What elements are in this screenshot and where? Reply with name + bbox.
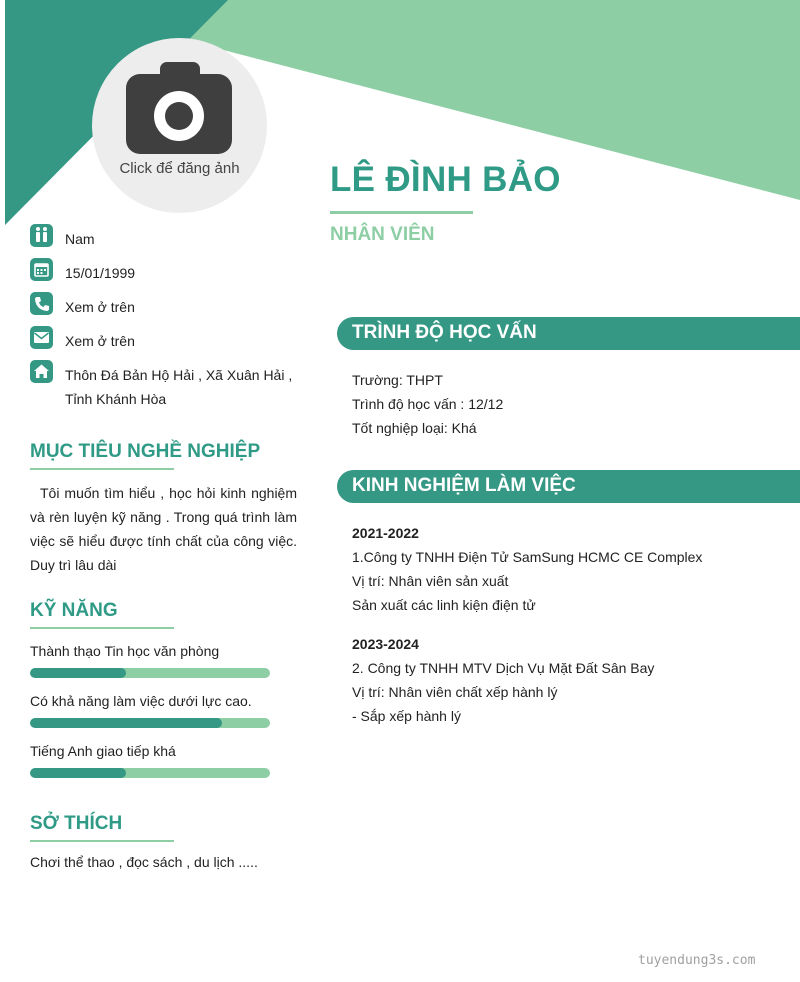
- gender-icon: [30, 224, 53, 247]
- job-position: Vị trí: Nhân viên sản xuất: [352, 573, 509, 589]
- skill-bar: [30, 768, 270, 778]
- skill-label: Thành thạo Tin học văn phòng: [30, 643, 220, 659]
- avatar-upload-label: Click để đăng ảnh: [119, 160, 240, 177]
- skill-bar-fill: [30, 768, 126, 778]
- education-banner: [337, 317, 800, 350]
- hobbies-text: Chơi thể thao , đọc sách , du lịch .....: [30, 854, 258, 870]
- gender-value: Nam: [65, 231, 95, 247]
- hobbies-underline: [30, 840, 174, 842]
- hobbies-heading: SỞ THÍCH: [30, 813, 123, 834]
- camera-icon: [126, 62, 232, 154]
- watermark: tuyendung3s.com: [638, 953, 756, 968]
- job-company: 2. Công ty TNHH MTV Dịch Vụ Mặt Đất Sân Bay: [352, 660, 655, 676]
- objective-heading: MỤC TIÊU NGHỀ NGHIỆP: [30, 441, 261, 462]
- avatar-upload[interactable]: [92, 38, 267, 213]
- education-heading: TRÌNH ĐỘ HỌC VẤN: [352, 322, 537, 343]
- skills-underline: [30, 627, 174, 629]
- skill-label: Có khả năng làm việc dưới lực cao.: [30, 693, 252, 709]
- education-level: Trình độ học vấn : 12/12: [352, 396, 504, 412]
- objective-text: [30, 481, 297, 577]
- skill-bar: [30, 668, 270, 678]
- job-title: NHÂN VIÊN: [330, 224, 435, 245]
- birthday-value: 15/01/1999: [65, 265, 136, 281]
- address-line-1: Thôn Đá Bản Hộ Hải , Xã Xuân Hải ,: [65, 367, 293, 383]
- education-school: Trường: THPT: [352, 372, 443, 388]
- address-line-2: Tỉnh Khánh Hòa: [65, 391, 167, 407]
- job-company: 1.Công ty TNHH Điện Tử SamSung HCMC CE Complex: [352, 549, 703, 565]
- skill-bar-fill: [30, 668, 126, 678]
- skills-heading: KỸ NĂNG: [30, 600, 118, 621]
- job-description: Sản xuất các linh kiện điện tử: [352, 597, 536, 613]
- home-icon: [30, 360, 53, 383]
- job-description: - Sắp xếp hành lý: [352, 708, 461, 724]
- job-period: 2021-2022: [352, 525, 419, 541]
- objective-text-content: Tôi muốn tìm hiểu , học hỏi kinh nghiệm và rèn luyện kỹ năng . Trong quá trình làm việc sẽ hiểu được tính chất của công việc. Duy trì lâu dài: [30, 485, 297, 573]
- experience-heading: KINH NGHIỆM LÀM VIỆC: [352, 475, 576, 496]
- name-underline: [330, 211, 473, 214]
- experience-banner: [337, 470, 800, 503]
- phone-value: Xem ở trên: [65, 299, 135, 315]
- education-grade: Tốt nghiệp loại: Khá: [352, 420, 477, 436]
- skill-bar-fill: [30, 718, 222, 728]
- address-value: [65, 363, 315, 411]
- job-position: Vị trí: Nhân viên chất xếp hành lý: [352, 684, 558, 700]
- skill-bar: [30, 718, 270, 728]
- envelope-icon: [30, 326, 53, 349]
- calendar-icon: [30, 258, 53, 281]
- email-value: Xem ở trên: [65, 333, 135, 349]
- skill-label: Tiếng Anh giao tiếp khá: [30, 743, 176, 759]
- phone-icon: [30, 292, 53, 315]
- candidate-name: LÊ ĐÌNH BẢO: [330, 160, 561, 199]
- objective-underline: [30, 468, 174, 470]
- job-period: 2023-2024: [352, 636, 419, 652]
